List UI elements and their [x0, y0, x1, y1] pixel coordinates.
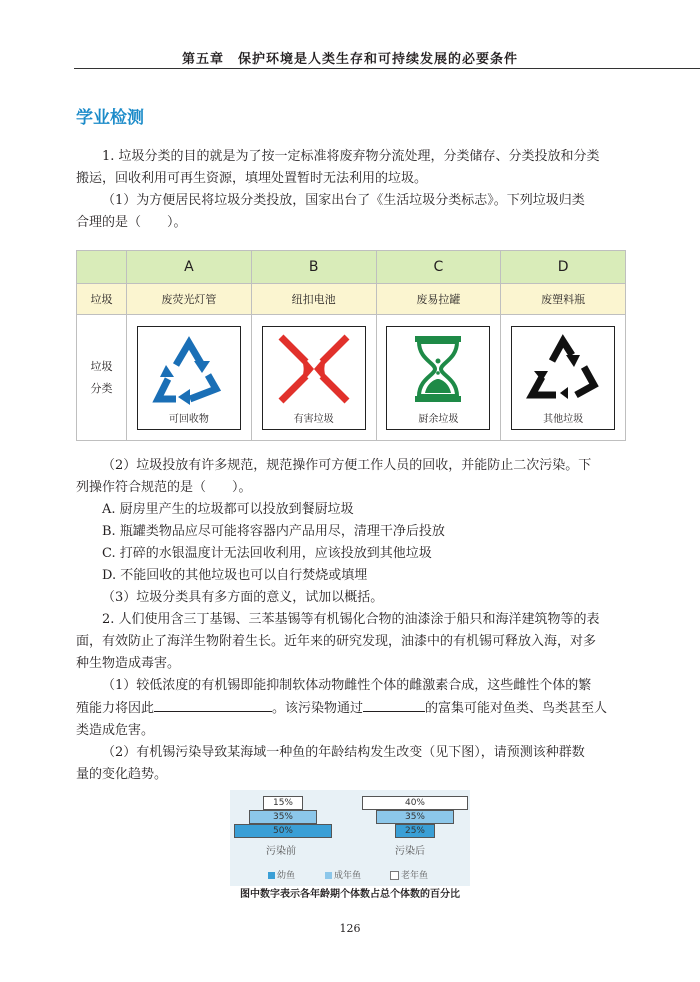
table-header-row	[77, 251, 626, 284]
column-header-a: A	[127, 251, 252, 284]
option-a: A. 厨房里产生的垃圾都可以投放到餐厨垃圾	[102, 502, 354, 517]
q1-sub1-line2: 合理的是（ ）。	[76, 215, 187, 230]
q1-line2: 搬运，回收利用可再生资源，填埋处置暂时无法利用的垃圾。	[76, 171, 428, 186]
q2-sub1-line3: 类造成危害。	[76, 723, 155, 738]
q2-line2: 面，有效防止了海洋生物附着生长。近年来的研究发现，油漆中的有机锡可释放入海，对多	[76, 634, 597, 649]
legend-young-swatch	[268, 872, 275, 879]
page-header	[0, 0, 700, 70]
legend-young	[268, 868, 295, 881]
garbage-item-d: 废塑料瓶	[501, 284, 626, 315]
question-1-stem	[76, 146, 626, 234]
row-header-line2: 分类	[90, 381, 113, 395]
after-old-bar: 40%	[362, 796, 468, 810]
q1-sub1-line1: （1）为方便居民将垃圾分类投放，国家出台了《生活垃圾分类标志》。下列垃圾归类	[102, 193, 585, 208]
hazardous-label: 有害垃圾	[293, 413, 334, 425]
q2-line1: 2. 人们使用含三丁基锡、三苯基锡等有机锡化合物的油漆涂于船只和海洋建筑物等的表	[102, 612, 600, 627]
before-adult-bar: 35%	[249, 810, 317, 824]
column-header-d: D	[501, 251, 626, 284]
recyclable-label: 可回收物	[168, 413, 209, 425]
q1-sub3: （3）垃圾分类具有多方面的意义，试加以概括。	[102, 590, 384, 605]
sign-cell-d	[501, 315, 626, 441]
legend-adult-swatch	[325, 872, 332, 879]
other-waste-icon	[520, 333, 606, 405]
after-young-bar: 25%	[395, 824, 435, 838]
classification-sign-row	[77, 315, 626, 441]
question-1-part2	[76, 455, 626, 786]
legend-adult	[325, 868, 361, 881]
before-label: 污染前	[266, 846, 296, 857]
q1-sub2-line1: （2）垃圾投放有许多规范，规范操作可方便工作人员的回收，并能防止二次污染。下	[102, 458, 592, 473]
hazardous-icon	[271, 333, 357, 405]
recyclable-icon	[146, 333, 232, 405]
q2-sub1-text-c: 的富集可能对鱼类、鸟类甚至人	[425, 701, 608, 716]
answer-blank-2[interactable]	[363, 697, 425, 712]
sign-cell-b	[251, 315, 376, 441]
q2-sub1-line2	[76, 697, 626, 720]
row-header-line1: 垃圾	[90, 359, 113, 373]
row-header-garbage: 垃圾	[77, 284, 127, 315]
kitchen-waste-icon	[395, 333, 481, 405]
legend-adult-text: 成年鱼	[334, 871, 362, 881]
option-b: B. 瓶罐类物品应尽可能将容器内产品用尽，清理干净后投放	[102, 524, 445, 539]
age-structure-figure	[230, 790, 470, 886]
table-corner-cell	[77, 251, 127, 284]
chapter-title: 第五章 保护环境是人类生存和可持续发展的必要条件	[181, 52, 518, 67]
garbage-item-c: 废易拉罐	[376, 284, 501, 315]
answer-blank-1[interactable]	[154, 697, 272, 712]
q2-sub1-text-b: 。该污染物通过	[272, 701, 364, 716]
row-header-classification	[77, 315, 127, 441]
after-label: 污染后	[395, 846, 425, 857]
q2-line3: 种生物造成毒害。	[76, 656, 181, 671]
legend-old-swatch	[390, 871, 399, 880]
option-d: D. 不能回收的其他垃圾也可以自行焚烧或填埋	[102, 568, 368, 583]
q2-sub2-line2: 量的变化趋势。	[76, 767, 168, 782]
garbage-item-row	[77, 284, 626, 315]
sign-cell-c	[376, 315, 501, 441]
q2-sub1-text-a: 殖能力将因此	[76, 701, 155, 716]
garbage-item-b: 纽扣电池	[251, 284, 376, 315]
other-waste-label: 其他垃圾	[543, 413, 584, 425]
page-number: 126	[339, 922, 361, 935]
q2-sub1-line1: （1）较低浓度的有机锡即能抑制软体动物雌性个体的雌激素合成，这些雌性个体的繁	[102, 678, 592, 693]
before-young-bar: 50%	[234, 824, 332, 838]
section-title: 学业检测	[76, 108, 144, 128]
hazardous-sign	[262, 326, 366, 430]
q2-sub2-line1: （2）有机锡污染导致某海域一种鱼的年龄结构发生改变（见下图），请预测该种群数	[102, 745, 585, 760]
before-old-bar: 15%	[263, 796, 303, 810]
legend-old-text: 老年鱼	[401, 871, 429, 881]
kitchen-waste-sign	[386, 326, 490, 430]
legend-old	[390, 868, 428, 881]
garbage-classification-table	[76, 250, 626, 441]
figure-caption: 图中数字表示各年龄期个体数占总个体数的百分比	[240, 889, 460, 900]
legend-young-text: 幼鱼	[277, 871, 296, 881]
sign-cell-a	[127, 315, 252, 441]
kitchen-waste-label: 厨余垃圾	[418, 413, 459, 425]
recyclable-sign	[137, 326, 241, 430]
garbage-item-a: 废荧光灯管	[127, 284, 252, 315]
column-header-c: C	[376, 251, 501, 284]
header-rule	[74, 68, 700, 69]
after-adult-bar: 35%	[376, 810, 454, 824]
other-waste-sign	[511, 326, 615, 430]
column-header-b: B	[251, 251, 376, 284]
q1-line1: 1. 垃圾分类的目的就是为了按一定标准将废弃物分流处理，分类储存、分类投放和分类	[102, 149, 600, 164]
option-c: C. 打碎的水银温度计无法回收利用，应该投放到其他垃圾	[102, 546, 432, 561]
q1-sub2-line2: 列操作符合规范的是（ ）。	[76, 480, 252, 495]
